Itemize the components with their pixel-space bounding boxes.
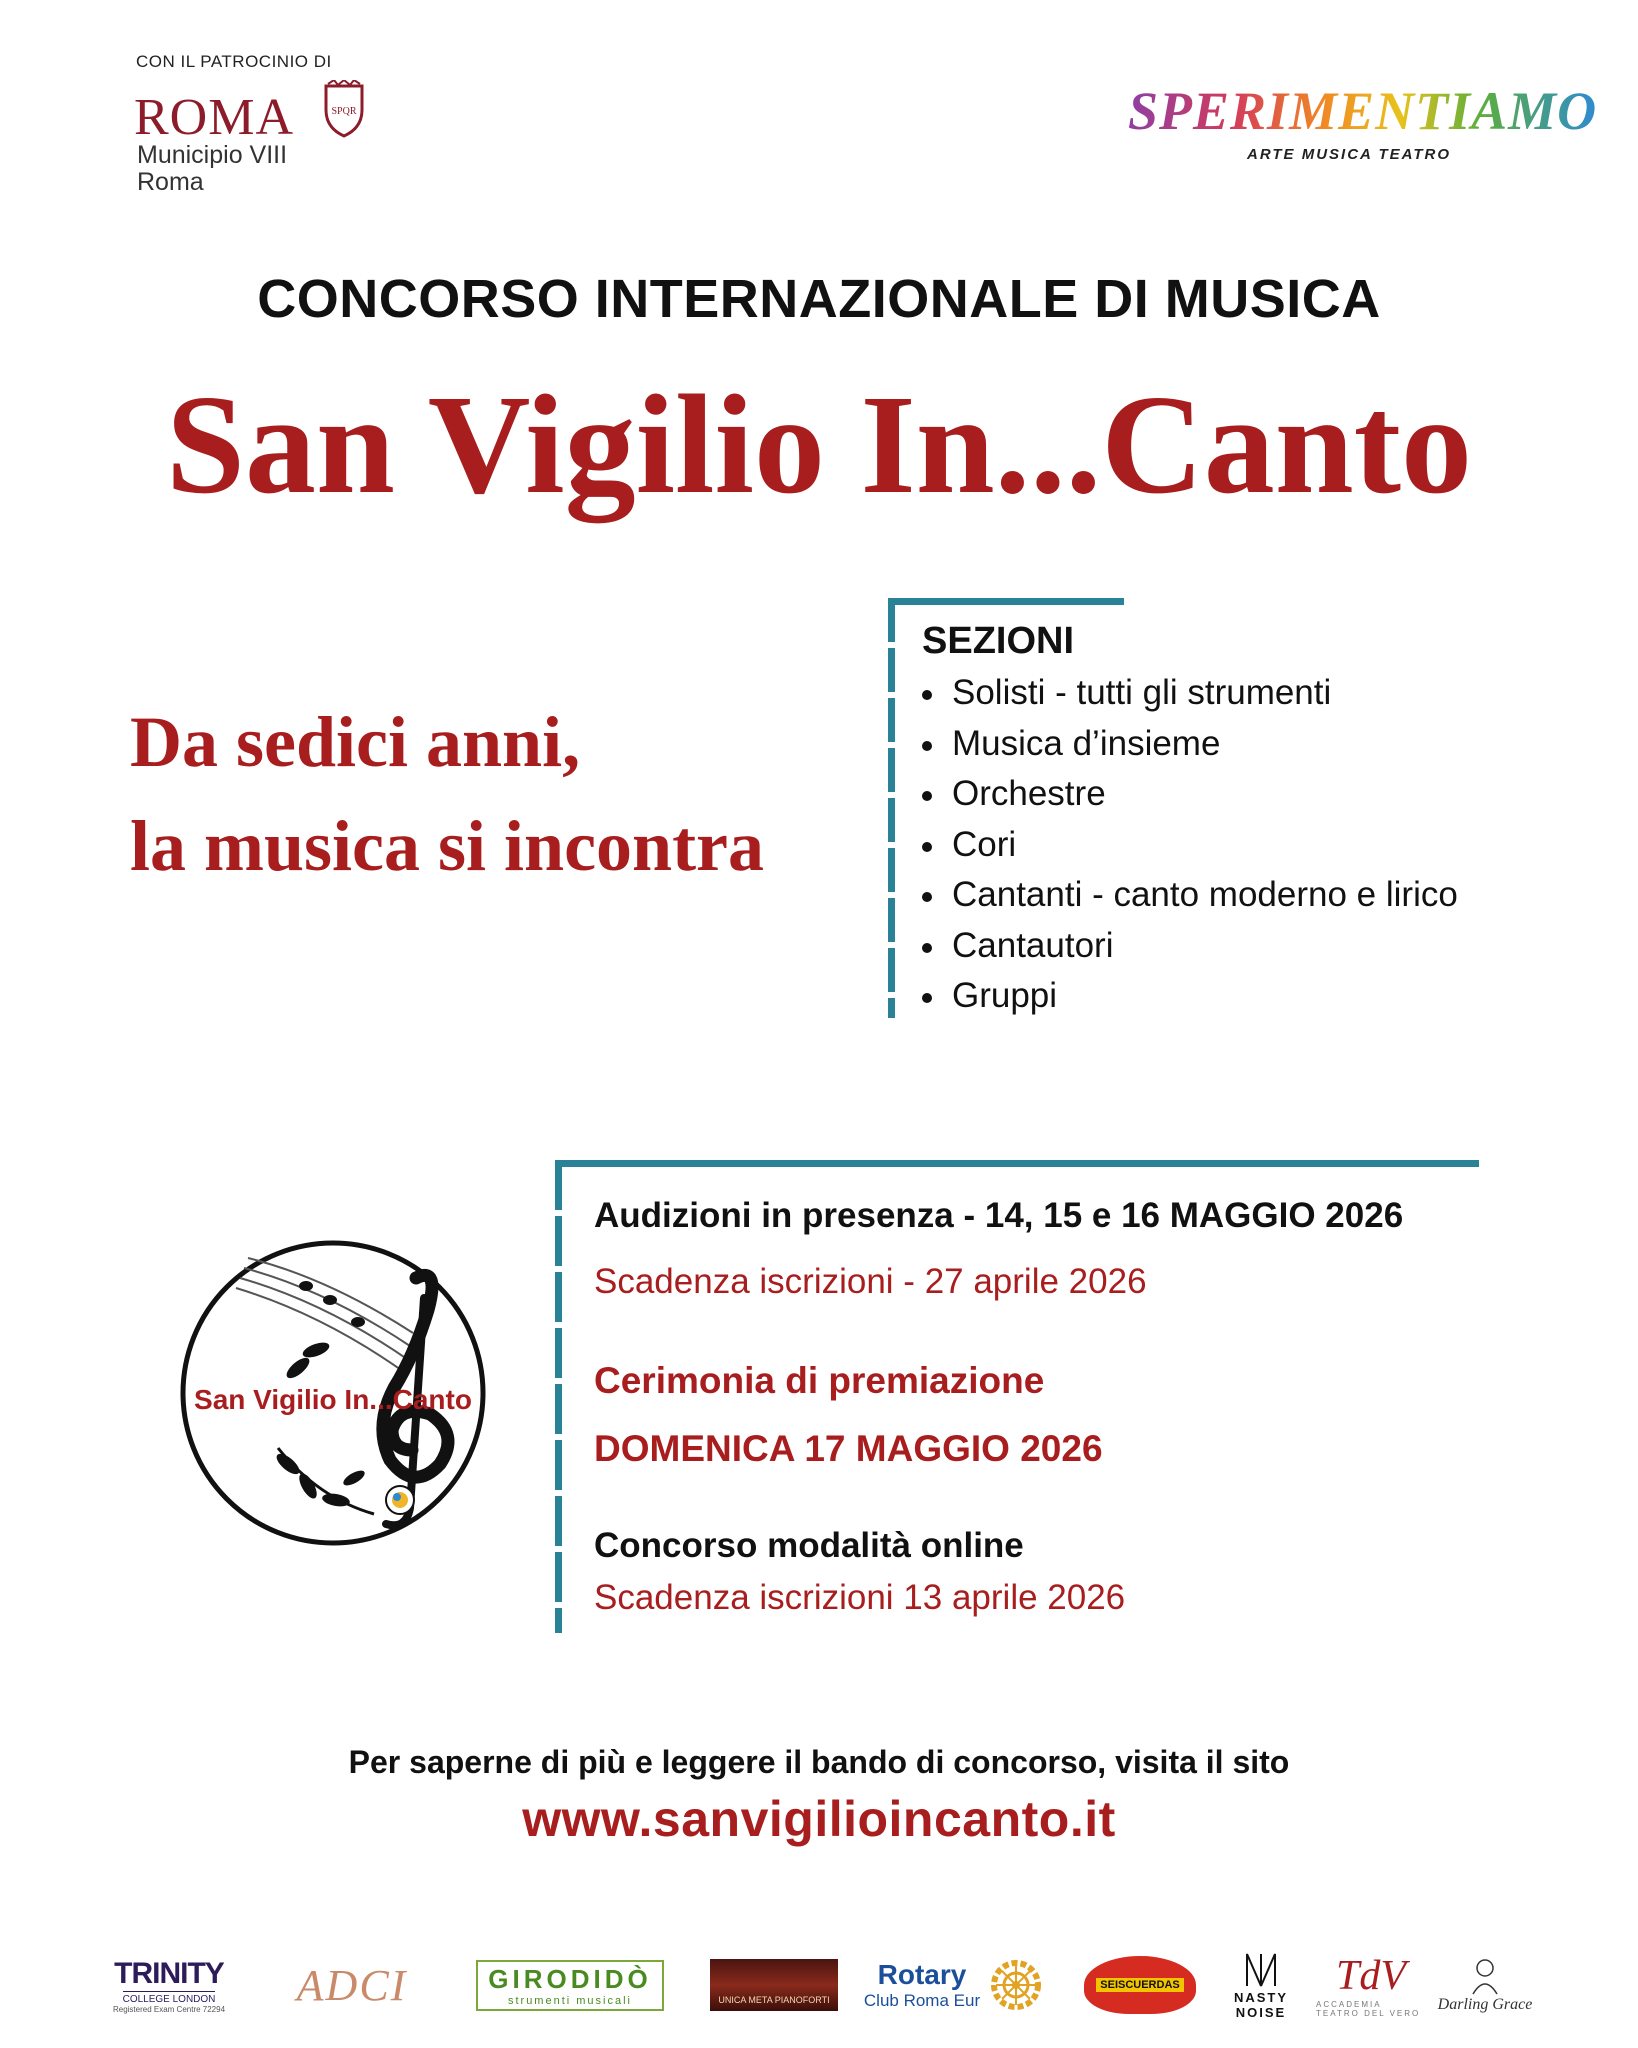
sections-border-top xyxy=(888,598,1124,605)
rotary-text-group xyxy=(864,1959,980,2011)
sponsor-nasty-noise xyxy=(1226,1940,1296,2030)
sections-border-left xyxy=(888,598,895,1018)
tdv-sub: ACCADEMIA TEATRO DEL VERO xyxy=(1316,2000,1421,2018)
nasty-noise-icon xyxy=(1243,1950,1279,1990)
trinity-logo-text: TRINITY xyxy=(114,1956,224,1990)
tagline-line2: la musica si incontra xyxy=(130,806,765,886)
rotary-wheel-icon xyxy=(988,1957,1044,2013)
rotary-logo-text: Rotary xyxy=(877,1959,967,1990)
sponsor-unica-meta xyxy=(708,1940,840,2030)
sections-list xyxy=(922,668,1458,1022)
seiscuerdas-text: SEISCUERDAS xyxy=(1096,1978,1183,1992)
tagline-line1: Da sedici anni, xyxy=(130,702,581,782)
concorso-title: CONCORSO INTERNAZIONALE DI MUSICA xyxy=(257,269,1381,329)
list-item: Cantautori xyxy=(922,921,1458,972)
sponsor-trinity xyxy=(104,1940,234,2030)
ceremony-date: DOMENICA 17 MAGGIO 2026 xyxy=(594,1428,1103,1469)
list-item: Orchestre xyxy=(922,769,1458,820)
girodido-sub: strumenti musicali xyxy=(507,1994,632,2007)
roma-sub-line1: Municipio VIII xyxy=(137,141,288,169)
list-item: Solisti - tutti gli strumenti xyxy=(922,668,1458,719)
deadline-online: Scadenza iscrizioni 13 aprile 2026 xyxy=(594,1578,1126,1617)
sperimentiamo-subtitle: ARTE MUSICA TEATRO xyxy=(1247,146,1452,163)
patronage-label: CON IL PATROCINIO DI xyxy=(136,52,332,71)
website-link[interactable]: www.sanvigilioincanto.it xyxy=(522,1791,1116,1847)
roma-logo-text: ROMA xyxy=(134,89,295,146)
svg-text:SPQR: SPQR xyxy=(331,106,357,117)
unica-meta-text: UNICA META PIANOFORTI xyxy=(718,1995,830,2005)
nasty-line2: NOISE xyxy=(1235,2005,1287,2020)
sponsor-tdv xyxy=(1316,1940,1426,2030)
roma-sub-line2: Roma xyxy=(137,168,204,196)
main-title: San Vigilio In...Canto xyxy=(165,365,1472,523)
girodido-logo-text: GIRODIDÒ xyxy=(488,1963,652,1994)
nasty-line1: NASTY xyxy=(1233,1990,1289,2005)
deadline-live: Scadenza iscrizioni - 27 aprile 2026 xyxy=(594,1262,1147,1301)
roma-municipio xyxy=(137,142,287,196)
sponsor-darling-grace xyxy=(1430,1940,1540,2030)
girodido-box xyxy=(476,1960,663,2011)
tagline xyxy=(130,690,764,898)
sponsor-seiscuerdas xyxy=(1080,1940,1200,2030)
tdv-logo-text: TdV xyxy=(1335,1953,1406,1999)
list-item: Cori xyxy=(922,820,1458,871)
roma-crest-icon xyxy=(322,80,366,138)
sections-title: SEZIONI xyxy=(922,620,1075,662)
sperimentiamo-logo-text: SPERIMENTIAMO xyxy=(1128,81,1598,141)
auditions-text: Audizioni in presenza - 14, 15 e 16 MAGGIO 2026 xyxy=(594,1196,1404,1235)
info-border-left xyxy=(555,1160,562,1633)
sponsor-adci xyxy=(270,1940,434,2030)
more-info-text: Per saperne di più e leggere il bando di concorso, visita il sito xyxy=(348,1744,1290,1780)
list-item: Gruppi xyxy=(922,971,1458,1022)
festival-logo-text: San Vigilio In...Canto xyxy=(194,1384,472,1415)
list-item: Cantanti - canto moderno e lirico xyxy=(922,870,1458,921)
rotary-sub: Club Roma Eur xyxy=(863,1991,981,2010)
online-label: Concorso modalità online xyxy=(594,1526,1024,1565)
trinity-sub: COLLEGE LONDON xyxy=(123,1991,216,2005)
list-item: Musica d’insieme xyxy=(922,719,1458,770)
trinity-sub2: Registered Exam Centre 72294 xyxy=(112,2004,226,2014)
darling-grace-icon xyxy=(1468,1956,1502,1996)
info-border-top xyxy=(555,1160,1479,1167)
ceremony-label: Cerimonia di premiazione xyxy=(594,1360,1045,1401)
seiscuerdas-box xyxy=(1084,1956,1196,2014)
unica-meta-box xyxy=(710,1959,838,2011)
sponsor-girodido xyxy=(472,1940,668,2030)
sponsor-rotary xyxy=(858,1940,1050,2030)
adci-logo-text: ADCI xyxy=(296,1960,408,2010)
darling-logo-text: Darling Grace xyxy=(1437,1996,1533,2013)
